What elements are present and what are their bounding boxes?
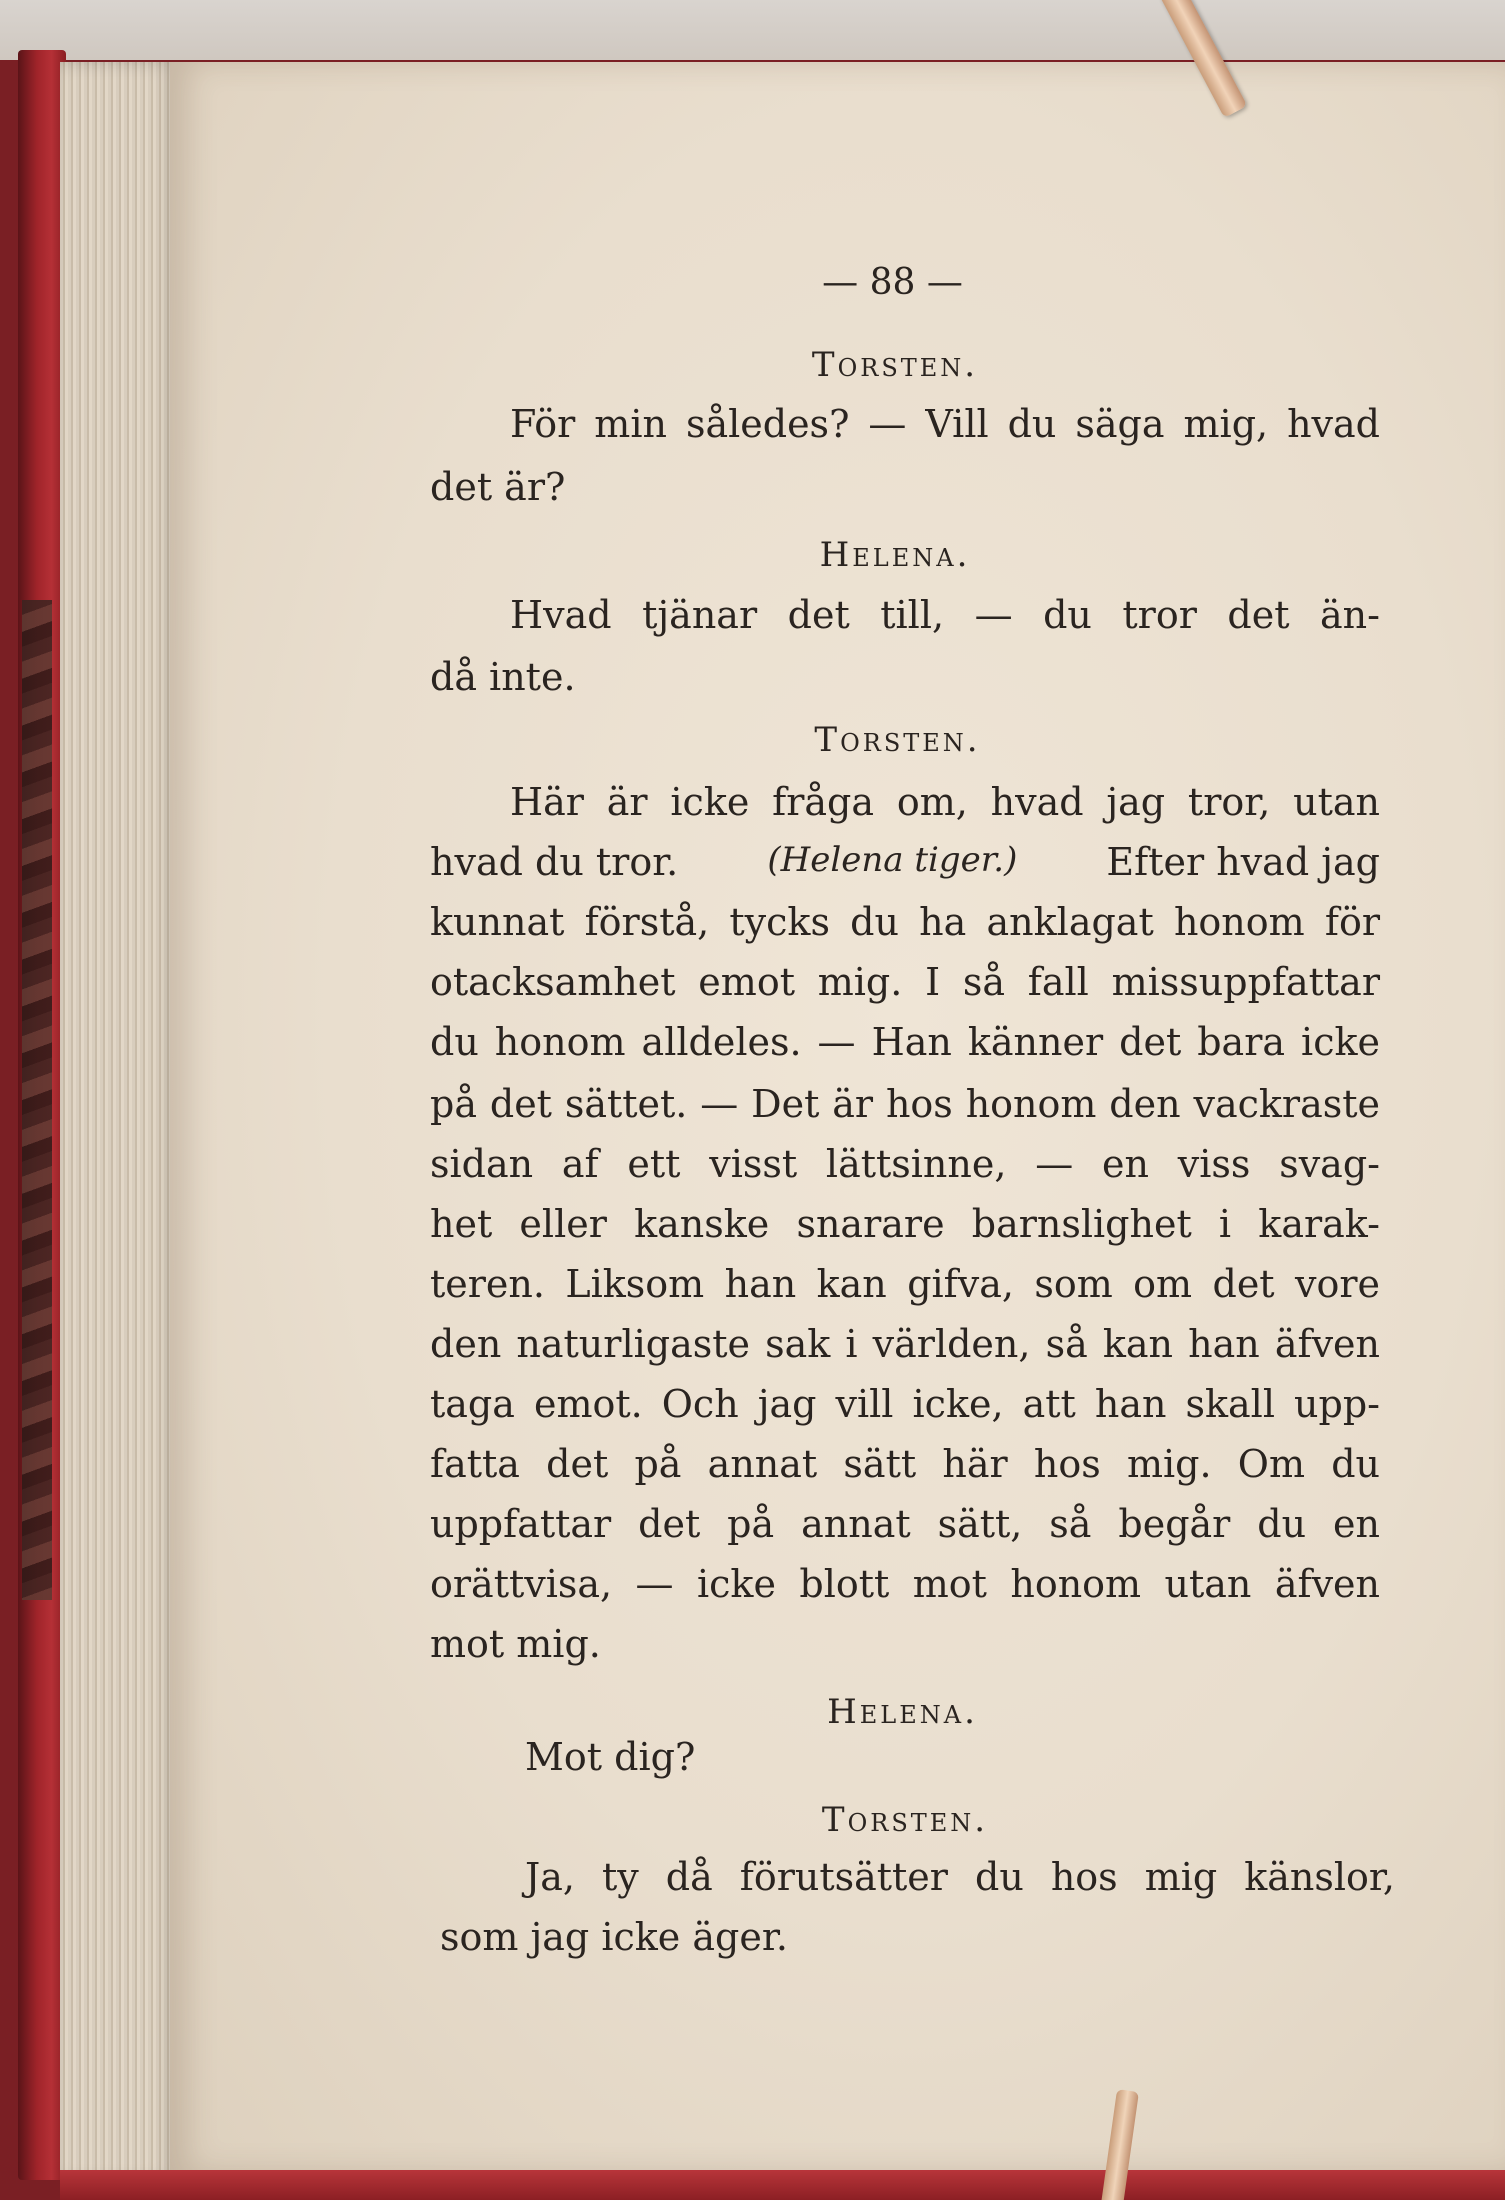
text-line: Efter hvad jag <box>1106 840 1380 884</box>
text-line: Ja, ty då förutsätter du hos mig känslor, <box>525 1855 1395 1899</box>
speaker-name: Torsten. <box>821 1800 989 1840</box>
text-line: Här är icke fråga om, hvad jag tror, utan <box>510 780 1380 824</box>
text-line: då inte. <box>430 655 576 699</box>
text-line: sidan af ett visst lättsinne, — en viss svag- <box>430 1142 1380 1186</box>
text-line: taga emot. Och jag vill icke, att han skall upp- <box>430 1382 1380 1426</box>
speaker-name: Helena. <box>827 1692 978 1732</box>
text-line: den naturligaste sak i världen, så kan han äfven <box>430 1322 1380 1366</box>
text-line: orättvisa, — icke blott mot honom utan äfven <box>430 1562 1380 1606</box>
stage-direction: (Helena tiger.) <box>767 840 1018 880</box>
text-line: mot mig. <box>430 1622 601 1666</box>
speaker-name: Helena. <box>819 535 971 575</box>
text-line: Hvad tjänar det till, — du tror det än- <box>510 593 1380 637</box>
page-number: — 88 — <box>822 262 963 303</box>
text-line: kunnat förstå, tycks du ha anklagat honom för <box>430 900 1380 944</box>
text-line: som jag icke äger. <box>440 1915 788 1959</box>
text-line: teren. Liksom han kan gifva, som om det vore <box>430 1262 1380 1306</box>
text-line: det är? <box>430 465 566 509</box>
text-line: För min således? — Vill du säga mig, hvad <box>510 402 1380 446</box>
text-line: fatta det på annat sätt här hos mig. Om du <box>430 1442 1380 1486</box>
text-line-with-stage-direction <box>430 840 1380 884</box>
text-line: otacksamhet emot mig. I så fall missuppfattar <box>430 960 1380 1004</box>
speaker-name: Torsten. <box>814 720 981 760</box>
text-line: Mot dig? <box>525 1735 696 1779</box>
speaker-name: Torsten. <box>811 345 979 385</box>
text-line: du honom alldeles. — Han känner det bara icke <box>430 1020 1380 1064</box>
text-line: hvad du tror. <box>430 840 679 884</box>
text-line: uppfattar det på annat sätt, så begår du en <box>430 1502 1380 1546</box>
text-line: het eller kanske snarare barnslighet i karak- <box>430 1202 1380 1246</box>
text-line: på det sättet. — Det är hos honom den vackraste <box>430 1082 1380 1126</box>
